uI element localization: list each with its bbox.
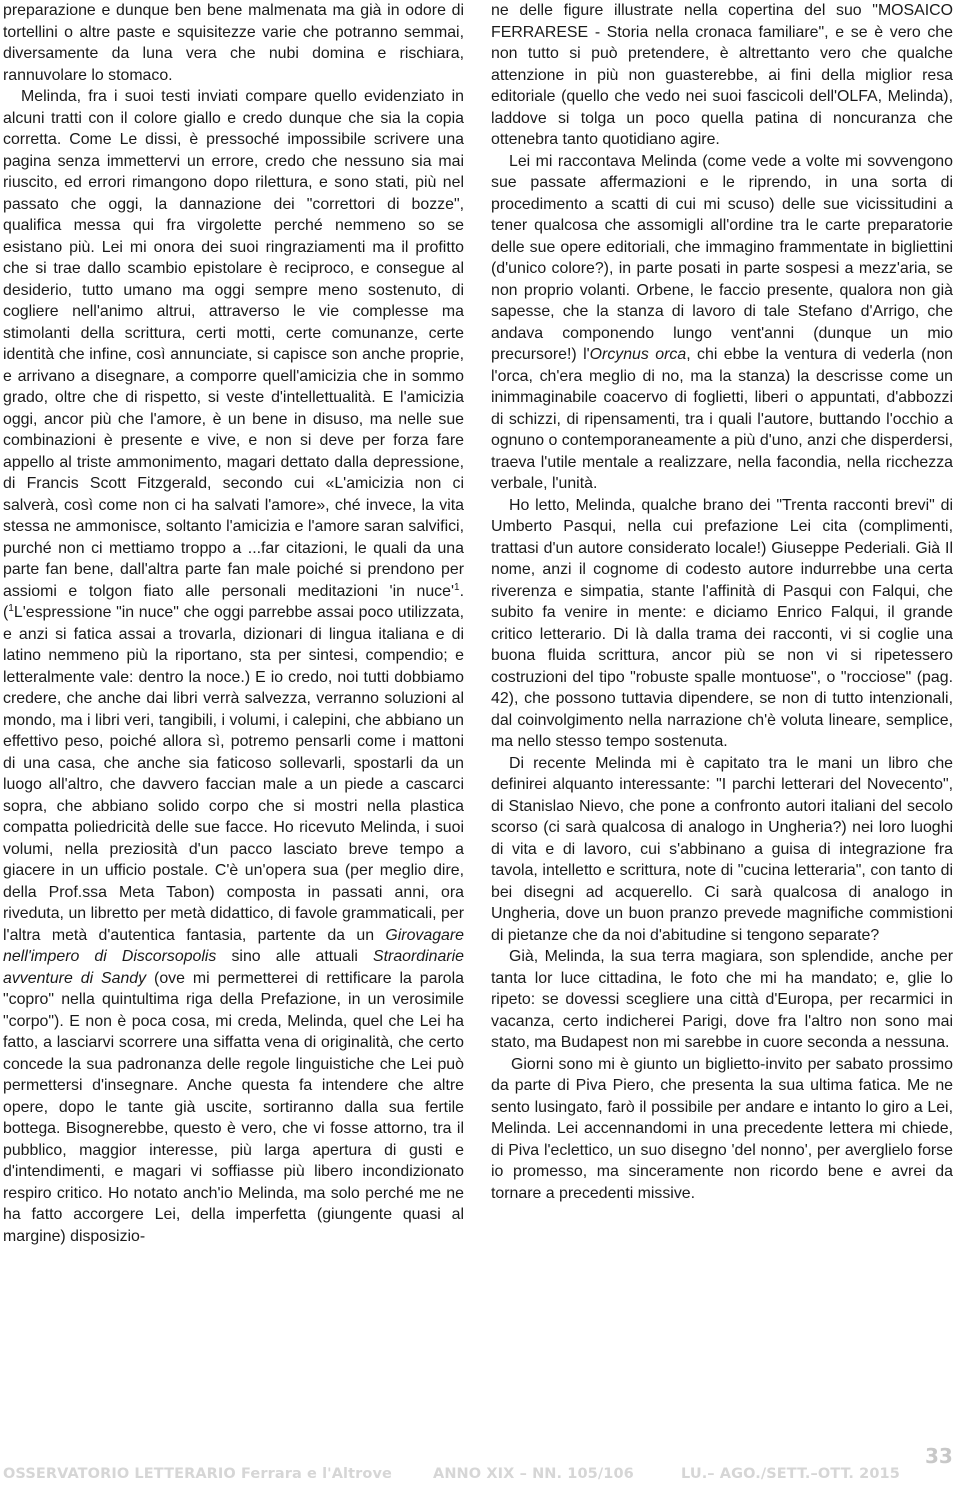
paragraph: Di recente Melinda mi è capitato tra le mani un libro che definirei alquanto interessante: "I parchi letterari del Novecento", di Stanislao Nievo, che pone a confronto autori italiani del secolo scorso (ci sarà qualcosa di analogo in Ungheria?) nei loro luoghi di vita e di lavoro, cui s'abbinano a guisa di integrazione fra tavola, intelletto e scrittura, note di "cucina letteraria", con tanto di bei disegni ad acquerello. Ci sarà qualcosa di analogo in Ungheria, dove un buon pranzo prevede magnifiche commistioni di pietanze che da noi d'abitudine si tengono separate?: [491, 754, 953, 944]
paragraph: ne delle figure illustrate nella copertina del suo "MOSAICO FERRARESE - Storia nella cronaca familiare", e se è vero che non tutto si può pretendere, è altrettanto vero che qualche attenzione in più non guasterebbe, ai fini della miglior resa editoriale (quello che vedo nei suoi fascicoli dell'OLFA, Melinda), laddove si tolga un poco quella patina di noncuranza che ottenebra tanto quotidiano agire.: [491, 2, 953, 148]
paragraph: [491, 151, 953, 495]
text-column-right: [491, 0, 953, 1204]
text-run: , chi ebbe la ventura di vederla (non l'orca, ch'era meglio di no, ma la stanza) la descrisse come un inimmaginabile coacervo di foglietti, liberi o appuntati, d'abbozzi di schizzi, di ripensamenti, tra i quali l'autore, buttando l'occhio a ognuno o contemporaneamente a più d'uno, anzi che disperdersi, traeva l'utile mentale a realizzare, nella facondia, nella ricchezza verbale, l'unità.: [491, 346, 953, 492]
text-run: (ove mi permetterei di rettificare la parola "copro" nella quintultima riga della Prefazione, in un verosimile "corpo"). E non è poca cosa, mi creda, Melinda, quel che Lei ha fatto, a lasciarvi scorrere una siffatta vena di originalità, che certo concede la sua padronanza delle regole linguistiche che Lei può permettersi d'insegnare. Anche questa fa intendere che altre opere, dopo le tante già uscite, sortiranno dalla sua fertile bottega. Bisognerebbe, questo è vero, che vi fosse attorno, tra il pubblico, maggior interesse, più larga apertura di gusti e d'intendimenti, e magari vi soffiasse più libero incondizionato respiro critico. Ho notato anch'io Melinda, ma solo perché me ne ha fatto accorgere Lei, della imperfetta (giungente quasi al margine) disposizio-: [3, 969, 464, 1245]
book-title: Straordinarie avventure di Sandy: [3, 948, 464, 987]
paragraph: Giorni sono mi è giunto un biglietto-invito per sabato prossimo da parte di Piva Piero, che presenta la sua ultima fatica. Me ne sento lusingato, farò il possibile per andare e intanto lo giro a Lei, Melinda. Lei accennandomi in una precedente lettera mi chiede, di Piva l'eclettico, un suo disegno 'del nonno', per averglielo forse io promesso, ma sinceramente non ricordo bene e avrei da tornare a precedenti missive.: [491, 1055, 953, 1202]
page-number: 33: [925, 1444, 953, 1468]
footer-date: LU.– AGO./SETT.–OTT. 2015: [681, 1466, 900, 1482]
text-column-left: [3, 0, 464, 1247]
page-footer: [0, 1466, 960, 1488]
book-title: Girovagare nell'impero di Discorsopolis: [3, 926, 464, 965]
footnote-mark: 1: [8, 603, 14, 614]
footer-issue: ANNO XIX – NN. 105/106: [433, 1466, 634, 1482]
text-run: Melinda, fra i suoi testi inviati compare quello evidenziato in alcuni tratti con il colore giallo e credo dunque che sia la copia corretta. Come Le dissi, è pressoché impossibile scrivere una pagina senza immettervi un errore, credo che nessuno sia mai riuscito, ed errori rimangono dopo rilettura, e sono stati, più nel passato che oggi, la dannazione dei "correttori di bozze", qualifica messa qui fra virgolette perché nemmeno so se esistano più. Lei mi onora dei suoi ringraziamenti ma il profitto che si trae dallo scambio epistolare è reciproco, e consegue al desiderio, tutto umano ma oggi sempre meno sostenuto, di cogliere nell'animo altrui, attraverso le vie complesse ma stimolanti della scrittura, certi motti, certe comunanze, certe identità che infine, così annunciate, si capisce son anche proprie, e arrivano a disegnare, a comporre quell'amicizia che in sommo grado, oltre che di rispetto, si veste d'intellettualità. E l'amicizia oggi, ancor più che l'amore, è un bene in disuso, ma nelle sue combinazioni è presente e vive, e non si deve per forza fare appello al triste ammonimento, magari dettato dalla depressione, di Francis Scott Fitzgerald, secondo cui «L'amicizia non ci salverà, così come non ci ha salvati l'amore», ché invece, la vita stessa ne ammonisce, soltanto l'amicizia e l'amore saran salvifici, purché non ci mettiamo troppo a ...far citazioni, le quali da una parte fan bene, dall'altra parte fan male poiché si prendono per assiomi e tolgon fiato alle personali meditazioni 'in nuce': [3, 88, 464, 600]
paragraph: preparazione e dunque ben bene malmenata ma già in odore di tortellini o altre paste e squisitezze varie che potranno semmai, diversamente da luna vera che nubi domina e rischiara, rannuvolare lo stomaco.: [3, 2, 464, 84]
text-run: Lei mi raccontava Melinda (come vede a volte mi sovvengono sue passate affermazioni e le riprendo, in una sorta di procedimento a scatti di cui mi scuso) delle sue vicissitudini a tener qualcosa che assomigli all'ordine tra le carte preparatorie delle sue opere editoriali, che immagino frammentate in bigliettini (d'unico colore?), in parte posati in parte sospesi a mezz'aria, se non proprio volanti. Orbene, le faccio presente, qualora non già sapesse, che la stanza di lavoro di tale Stefano d'Arrigo, che andava componendo lungo vent'anni (dunque un mio precursore!) l': [491, 152, 953, 363]
book-title: Orcynus orca: [589, 346, 687, 363]
footnote-mark: 1: [454, 581, 460, 593]
footer-journal: OSSERVATORIO LETTERARIO Ferrara e l'Altrove: [3, 1466, 392, 1482]
paragraph: [3, 86, 464, 1247]
paragraph: Già, Melinda, la sua terra magiara, son splendide, anche per tanta lor luce cittadina, le foto che mi ha mandato; e, glie lo ripeto: se dovessi scegliere una città d'Europa, per recarmici in vacanza, certo indicherei Parigi, dove fra l'altro non sono mai stato, ma Budapest non mi sarebbe in cuore seconda a nessuna.: [491, 948, 953, 1051]
text-run: L'espressione "in nuce" che oggi parrebbe assai poco utilizzata, e anzi si fatica assai a trovarla, dizionari di lingua italiana e di latino nemmeno più la riportano, sta per sintesi, compendio; e letteralmente vale: dentro la noce.) E io credo, noi tutti dobbiamo credere, che anche dai libri verrà salvezza, verranno soluzioni al mondo, ma i libri veri, tangibili, i volumi, i calepini, che abbiano un effettivo peso, poiché allora sì, potremo pensarli come i mattoni di una casa, che anche sia faticoso sollevarli, spostarli da un luogo all'altro, che davvero faccian male a un piede a cascarci sopra, che abbiano solido corpo che si mostri nella plastica compatta poliedricità delle sue facce. Ho ricevuto Melinda, i suoi volumi, nella preziosità d'un pacco lasciato breve tempo a giacere in un ufficio postale. C'è un'opera sua (per meglio dire, della Prof.ssa Meta Tabon) composta in passati anni, ora riveduta, un libretto per metà didattico, di favole grammaticali, per l'altra metà d'autentica fantasia, partente da un: [3, 604, 464, 944]
paragraph: Ho letto, Melinda, qualche brano dei "Trenta racconti brevi" di Umberto Pasqui, nella cui prefazione Lei cita (complimenti, trattasi d'un autore considerato locale!) Giuseppe Pederiali. Già Il nome, anzi il cognome di codesto autore indurrebbe una certa riverenza e simpatia, stante l'affinità di Pasqui con Falqui, che subito fa venire in mente: e diciamo Enrico Falqui, il grande critico letterario. Di là dalla trama dei racconti, vi si coglie una buona fluida scrittura, ancor più se non vi si ripetessero costruzioni del tipo "robuste spalle montuose", o "rocciose" (pag. 42), che possono tuttavia dipendere, se non di tutto intenzionali, dal coinvolgimento nella narrazione ch'è voluta lineare, semplice, ma nello stesso tempo sostenuta.: [491, 496, 953, 750]
text-run: . (: [3, 582, 464, 621]
text-run: sino alle attuali: [216, 948, 374, 965]
